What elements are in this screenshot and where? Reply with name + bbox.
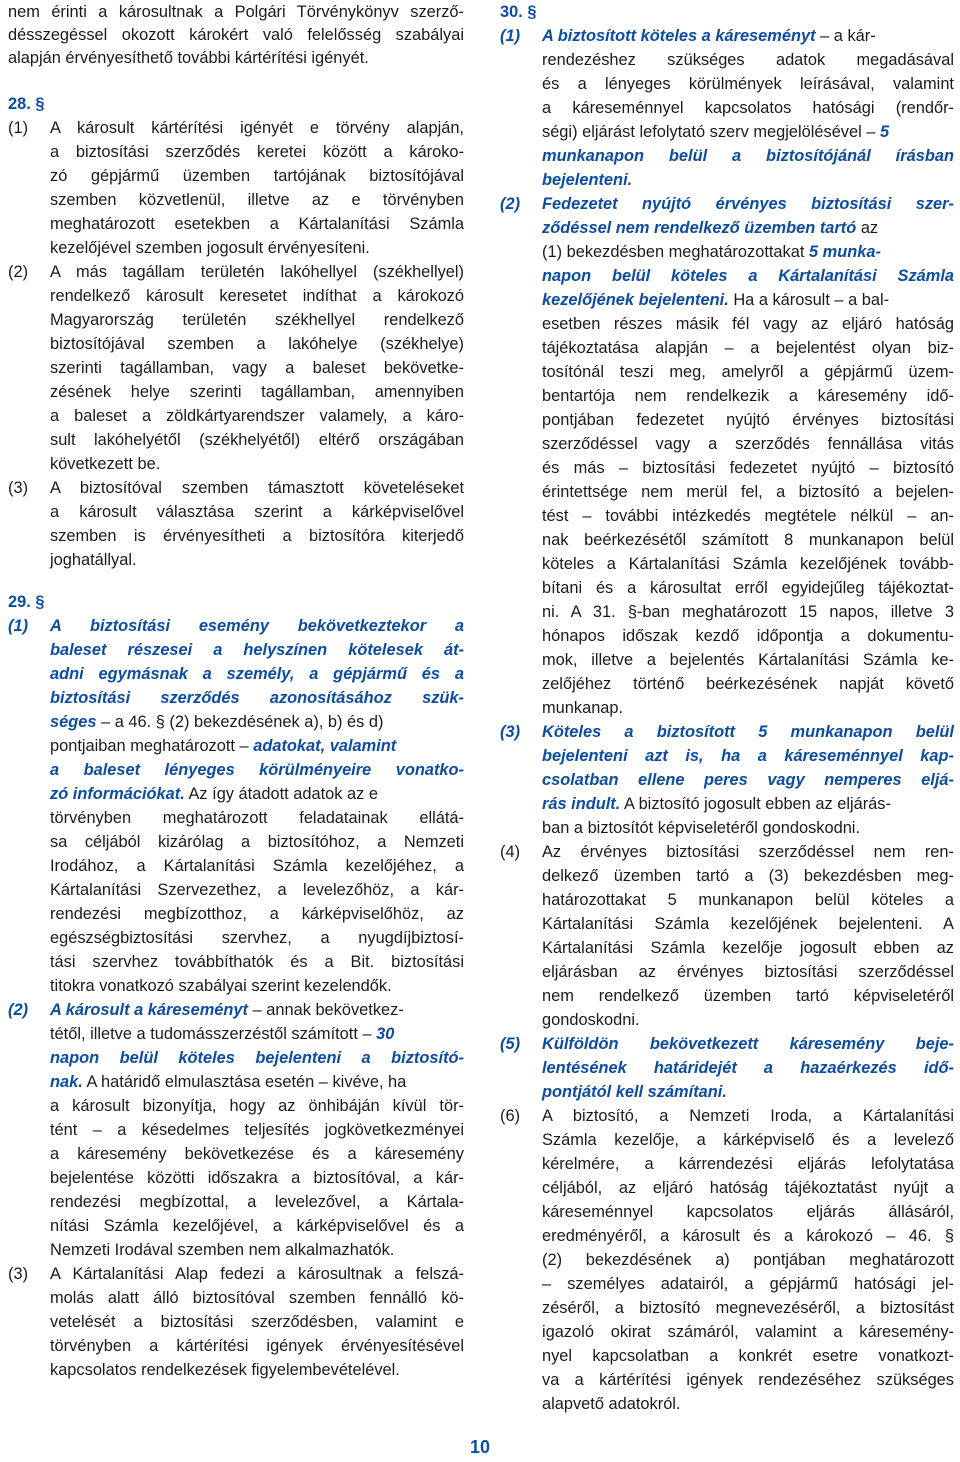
paragraph-number: (1) (8, 617, 29, 635)
paragraph-line: a káreseménnyel kapcsolatos hatósági (rendőr- (542, 99, 954, 117)
paragraph-line: határozottakat 5 munkanapon belül köteles a (542, 891, 954, 909)
paragraph-line: lentésének határidejét a hazaérkezés idő- (542, 1059, 954, 1077)
paragraph-line: Magyarország területén székhellyel rendelkező (50, 311, 464, 329)
paragraph-line: ban a biztosítót képviseletéről gondoskodni. (542, 819, 861, 837)
paragraph-number: (4) (500, 843, 521, 861)
paragraph-line: Kártalanítási Számla kezelőjének bejelenteni. A (542, 915, 954, 933)
paragraph-line: a baleset lényeges körülményeire vonatko- (50, 761, 464, 779)
paragraph-line: tént – a késedelmes teljesítés jogkövetkezményei (50, 1121, 464, 1139)
paragraph-line: biztosítási szerződés azonosításához szük- (50, 689, 464, 707)
paragraph-line: nem rendelkező üzemben tartó képviseletéről (542, 987, 954, 1005)
paragraph-line: adni egymásnak a személy, a gépjármű és a (50, 665, 464, 683)
paragraph-line: (3) Köteles a biztosított 5 munkanapon belül (542, 720, 954, 744)
paragraph-line: zelőjéhez történő beérkezésének napját követő (542, 675, 954, 693)
paragraph-line: alapvető adatokról. (542, 1395, 681, 1413)
paragraph-line: molás alatt álló biztosítóval szemben fennálló kö- (50, 1289, 464, 1307)
paragraph-line: kezelőjével szemben jogosult érvényesíteni. (50, 239, 370, 257)
paragraph-line: kérelmére, a kárrendezési eljárás lefolytatása (542, 1155, 954, 1173)
paragraph-line: pontjaiban meghatározott – adatokat, valamint (50, 737, 397, 755)
paragraph-line: Irodához, a Kártalanítási Számla kezelőjéhez, a (50, 857, 464, 875)
paragraph-line: eljárásban az érvényes biztosítási szerződéssel (542, 963, 954, 981)
paragraph-line: a káresemény bekövetkezése és a káresemény (50, 1145, 464, 1163)
text-line: nem érinti a károsultnak a Polgári Törvénykönyv szerző- (8, 3, 464, 21)
paragraph-line: baleset részesei a helyszínen kötelesek át- (50, 641, 464, 659)
paragraph-number: (2) (8, 1001, 29, 1019)
paragraph-line: séges – a 46. § (2) bekezdésének a), b) és d) (50, 713, 384, 731)
paragraph-line: igazoló okirat számáról, valamint a káresemény- (542, 1323, 954, 1341)
paragraph-line: nak beérkezésétől számított 8 munkanapon belül (542, 531, 954, 549)
paragraph-line: csolatban ellene peres vagy nemperes eljá- (542, 771, 954, 789)
paragraph-number: (3) (500, 723, 521, 741)
paragraph-number: (3) (8, 1265, 29, 1283)
paragraph-line: nítási Számla kezelőjével, a kárképviselővel és a (50, 1217, 464, 1235)
paragraph-number: (2) (8, 263, 29, 281)
paragraph-line: bejelenteni. (542, 171, 633, 189)
paragraph-line: kapcsolatos rendelkezések figyelembevételével. (50, 1361, 400, 1379)
paragraph-line: meghatározott esetekben a Kártalanítási Számla (50, 215, 464, 233)
paragraph-line: (4) Az érvényes biztosítási szerződéssel nem ren- (542, 840, 954, 864)
paragraph-line: (1) A biztosított köteles a káreseményt – a kár- (542, 24, 954, 48)
page-number: 10 (469, 1437, 491, 1457)
paragraph-line: köteles a Kártalanítási Számla kezelőjének tovább- (542, 555, 954, 573)
section-heading-30: 30. § (500, 3, 537, 21)
paragraph-line: delkező üzemben tartó a (3) bekezdésben meg- (542, 867, 954, 885)
paragraph-line: zésének helye szerinti tagállamban, amennyiben (50, 383, 464, 401)
paragraph-line: szerinti tagállamban, vagy a baleset bekövetke- (50, 359, 464, 377)
section-heading-29: 29. § (8, 593, 45, 611)
paragraph-line: rendezési megbízottal, a levelezővel, a Kártala- (50, 1193, 464, 1211)
paragraph-line: törvényben meghatározott feladatainak ellátá- (50, 809, 464, 827)
paragraph-line: tási szervhez továbbíthatók és a Bit. biztosítási (50, 953, 464, 971)
paragraph-line: ni. A 31. §-ban meghatározott 15 napos, illetve 3 (542, 603, 954, 621)
paragraph-line: hónapos időszak kezdő időpontja a dokumentu- (542, 627, 954, 645)
paragraph-line: törvényben a kártérítési igények érvényesítésével (50, 1337, 464, 1355)
paragraph-line: rendezéshez szükséges adatok megadásával (542, 51, 954, 69)
section-heading-28: 28. § (8, 95, 45, 113)
paragraph-line: (2) Fedezetet nyújtó érvényes biztosítási szer- (542, 192, 954, 216)
paragraph-line: céljából, az eljáró hatóság tájékoztatást nyújt a (542, 1179, 954, 1197)
paragraph-line: ségi) eljárást lefolytató szerv megjelölésével – 5 (542, 123, 890, 141)
paragraph-line: tétől, illetve a tudomásszerzéstől számított – 30 (50, 1025, 395, 1043)
paragraph-line: (1) A biztosítási esemény bekövetkeztekor a (50, 614, 464, 638)
paragraph-line: eredményéről, a károsult és a károkozó – 46. § (542, 1227, 954, 1245)
paragraph-number: (5) (500, 1035, 521, 1053)
paragraph-line: rendezési megbízotthoz, a kárképviselőhöz, az (50, 905, 464, 923)
paragraph-line: vetelését a biztosítási szerződésben, valamint e (50, 1313, 464, 1331)
paragraph-line: káreseménnyel kapcsolatos eljárás állásáról, (542, 1203, 954, 1221)
paragraph-line: bítani és a károsultat erről egyidejűleg tájékoztat- (542, 579, 954, 597)
paragraph-line: bejelentése közötti időszakra a biztosítóval, a kár- (50, 1169, 464, 1187)
paragraph-line: a károsult bizonyítja, hogy az önhibáján kívül tör- (50, 1097, 464, 1115)
paragraph-line: szerződéssel vagy a szerződés fennállása vitás (542, 435, 954, 453)
paragraph-line: nyel kapcsolatban a konkrét esetre vonatkozt- (542, 1347, 954, 1365)
paragraph-line: egészségbiztosítási szervhez, a nyugdíjbiztosí- (50, 929, 464, 947)
paragraph-line: (2) A más tagállam területén lakóhellyel (székhellyel) (50, 260, 464, 284)
paragraph-line: (6) A biztosító, a Nemzeti Iroda, a Kártalanítási (542, 1104, 954, 1128)
paragraph-line: tájékoztatása alapján – a bejelentést olyan biz- (542, 339, 954, 357)
paragraph-line: Számla kezelője, a kárképviselő és a levelező (542, 1131, 954, 1149)
paragraph-number: (2) (500, 195, 521, 213)
paragraph-line: szemben is érvényesítheti a biztosítóra kiterjedő (50, 527, 464, 545)
paragraph-number: (1) (500, 27, 521, 45)
paragraph-line: (1) A károsult kártérítési igényét e törvény alapján, (50, 116, 464, 140)
paragraph-line: a károsult választása szerint a kárképviselővel (50, 503, 464, 521)
paragraph-line: a baleset a zöldkártyarendszer valamely, a káro- (50, 407, 464, 425)
paragraph-line: (1) bekezdésben meghatározottakat 5 munka- (542, 243, 881, 261)
paragraph-line: és más – biztosítási fedezetet nyújtó – biztosító (542, 459, 954, 477)
paragraph-line: va a kártérítési igények rendezéséhez szükséges (542, 1371, 954, 1389)
paragraph-line: kezelőjének bejelenteni. Ha a károsult – a bal- (542, 291, 890, 309)
paragraph-line: pontjában fedezetet nyújtó érvényes biztosítási (542, 411, 954, 429)
paragraph-line: rás indult. A biztosító jogosult ebben az eljárás- (542, 795, 891, 813)
paragraph-line: következett be. (50, 455, 161, 473)
paragraph-line: Nemzeti Irodával szemben nem alkalmazhatók. (50, 1241, 395, 1259)
paragraph-line: esetben részes másik fél vagy az eljáró hatóság (542, 315, 954, 333)
paragraph-line: Kártalanítási Szervezethez, a levelezőhöz, a kár- (50, 881, 464, 899)
paragraph-line: érintettsége nem merül fel, a biztosító a bejelen- (542, 483, 954, 501)
paragraph-line: nak. A határidő elmulasztása esetén – kivéve, ha (50, 1073, 407, 1091)
paragraph-line: – személyes adatairól, a gépjármű hatósági jel- (542, 1275, 954, 1293)
paragraph-line: zéséről, a biztosító megnevezéséről, a biztosítást (542, 1299, 954, 1317)
paragraph-line: (5) Külföldön bekövetkezett káresemény beje- (542, 1032, 954, 1056)
paragraph-line: (2) bekezdésének a) pontjában meghatározott (542, 1251, 954, 1269)
text-line: désszegéssel okozott károkért való felelősség szabályai (8, 26, 464, 44)
paragraph-number: (1) (8, 119, 29, 137)
paragraph-line: munkanap. (542, 699, 624, 717)
paragraph-line: zó információkat. Az így átadott adatok az e (50, 785, 378, 803)
paragraph-line: bentartója nem rendelkezik a káresemény idő- (542, 387, 954, 405)
paragraph-line: pontjától kell számítani. (542, 1083, 727, 1101)
paragraph-line: munkanapon belül a biztosítójánál írásban (542, 147, 954, 165)
paragraph-line: tést – további intézkedés megtétele nélkül – an- (542, 507, 954, 525)
paragraph-line: zó gépjármű üzemben tartójának biztosítójával (50, 167, 464, 185)
paragraph-line: (3) A Kártalanítási Alap fedezi a károsultnak a felszá- (50, 1262, 464, 1286)
paragraph-line: sult lakóhelyétől (székhelyétől) eltérő országában (50, 431, 464, 449)
paragraph-line: rendelkező károsult keresetet indíthat a károkozó (50, 287, 464, 305)
paragraph-line: és a lényeges körülmények leírásával, valamint (542, 75, 954, 93)
paragraph-line: joghatállyal. (50, 551, 137, 569)
paragraph-line: ződéssel nem rendelkező üzemben tartó az (542, 219, 879, 237)
paragraph-line: mok, illetve a bejelentés Kártalanítási Számla ke- (542, 651, 954, 669)
paragraph-line: (3) A biztosítóval szemben támasztott követeléseket (50, 476, 464, 500)
paragraph-line: bejelenteni azt is, ha a káreseménnyel kap- (542, 747, 954, 765)
paragraph-line: titokra vonatkozó szabályai szerint kezelendők. (50, 977, 392, 995)
paragraph-line: napon belül köteles a Kártalanítási Számla (542, 267, 954, 285)
paragraph-number: (6) (500, 1107, 521, 1125)
text-line: alapján érvényesíthető további kártérítési igényét. (8, 49, 369, 67)
paragraph-line: (2) A károsult a káreseményt – annak bekövetkez- (50, 998, 464, 1022)
paragraph-line: a biztosítási szerződés keretei között a károko- (50, 143, 464, 161)
paragraph-line: sa céljából kizárólag a biztosítóhoz, a Nemzeti (50, 833, 464, 851)
paragraph-line: napon belül köteles bejelenteni a biztosító- (50, 1049, 464, 1067)
paragraph-line: biztosítójával szemben a lakóhelye (székhelye) (50, 335, 464, 353)
paragraph-line: tosítónál teszi meg, amelyről a gépjármű üzem- (542, 363, 954, 381)
paragraph-number: (3) (8, 479, 29, 497)
paragraph-line: Kártalanítási Számla kezelője jogosult ebben az (542, 939, 954, 957)
paragraph-line: szemben közvetlenül, illetve az e törvényben (50, 191, 464, 209)
paragraph-line: gondoskodni. (542, 1011, 640, 1029)
